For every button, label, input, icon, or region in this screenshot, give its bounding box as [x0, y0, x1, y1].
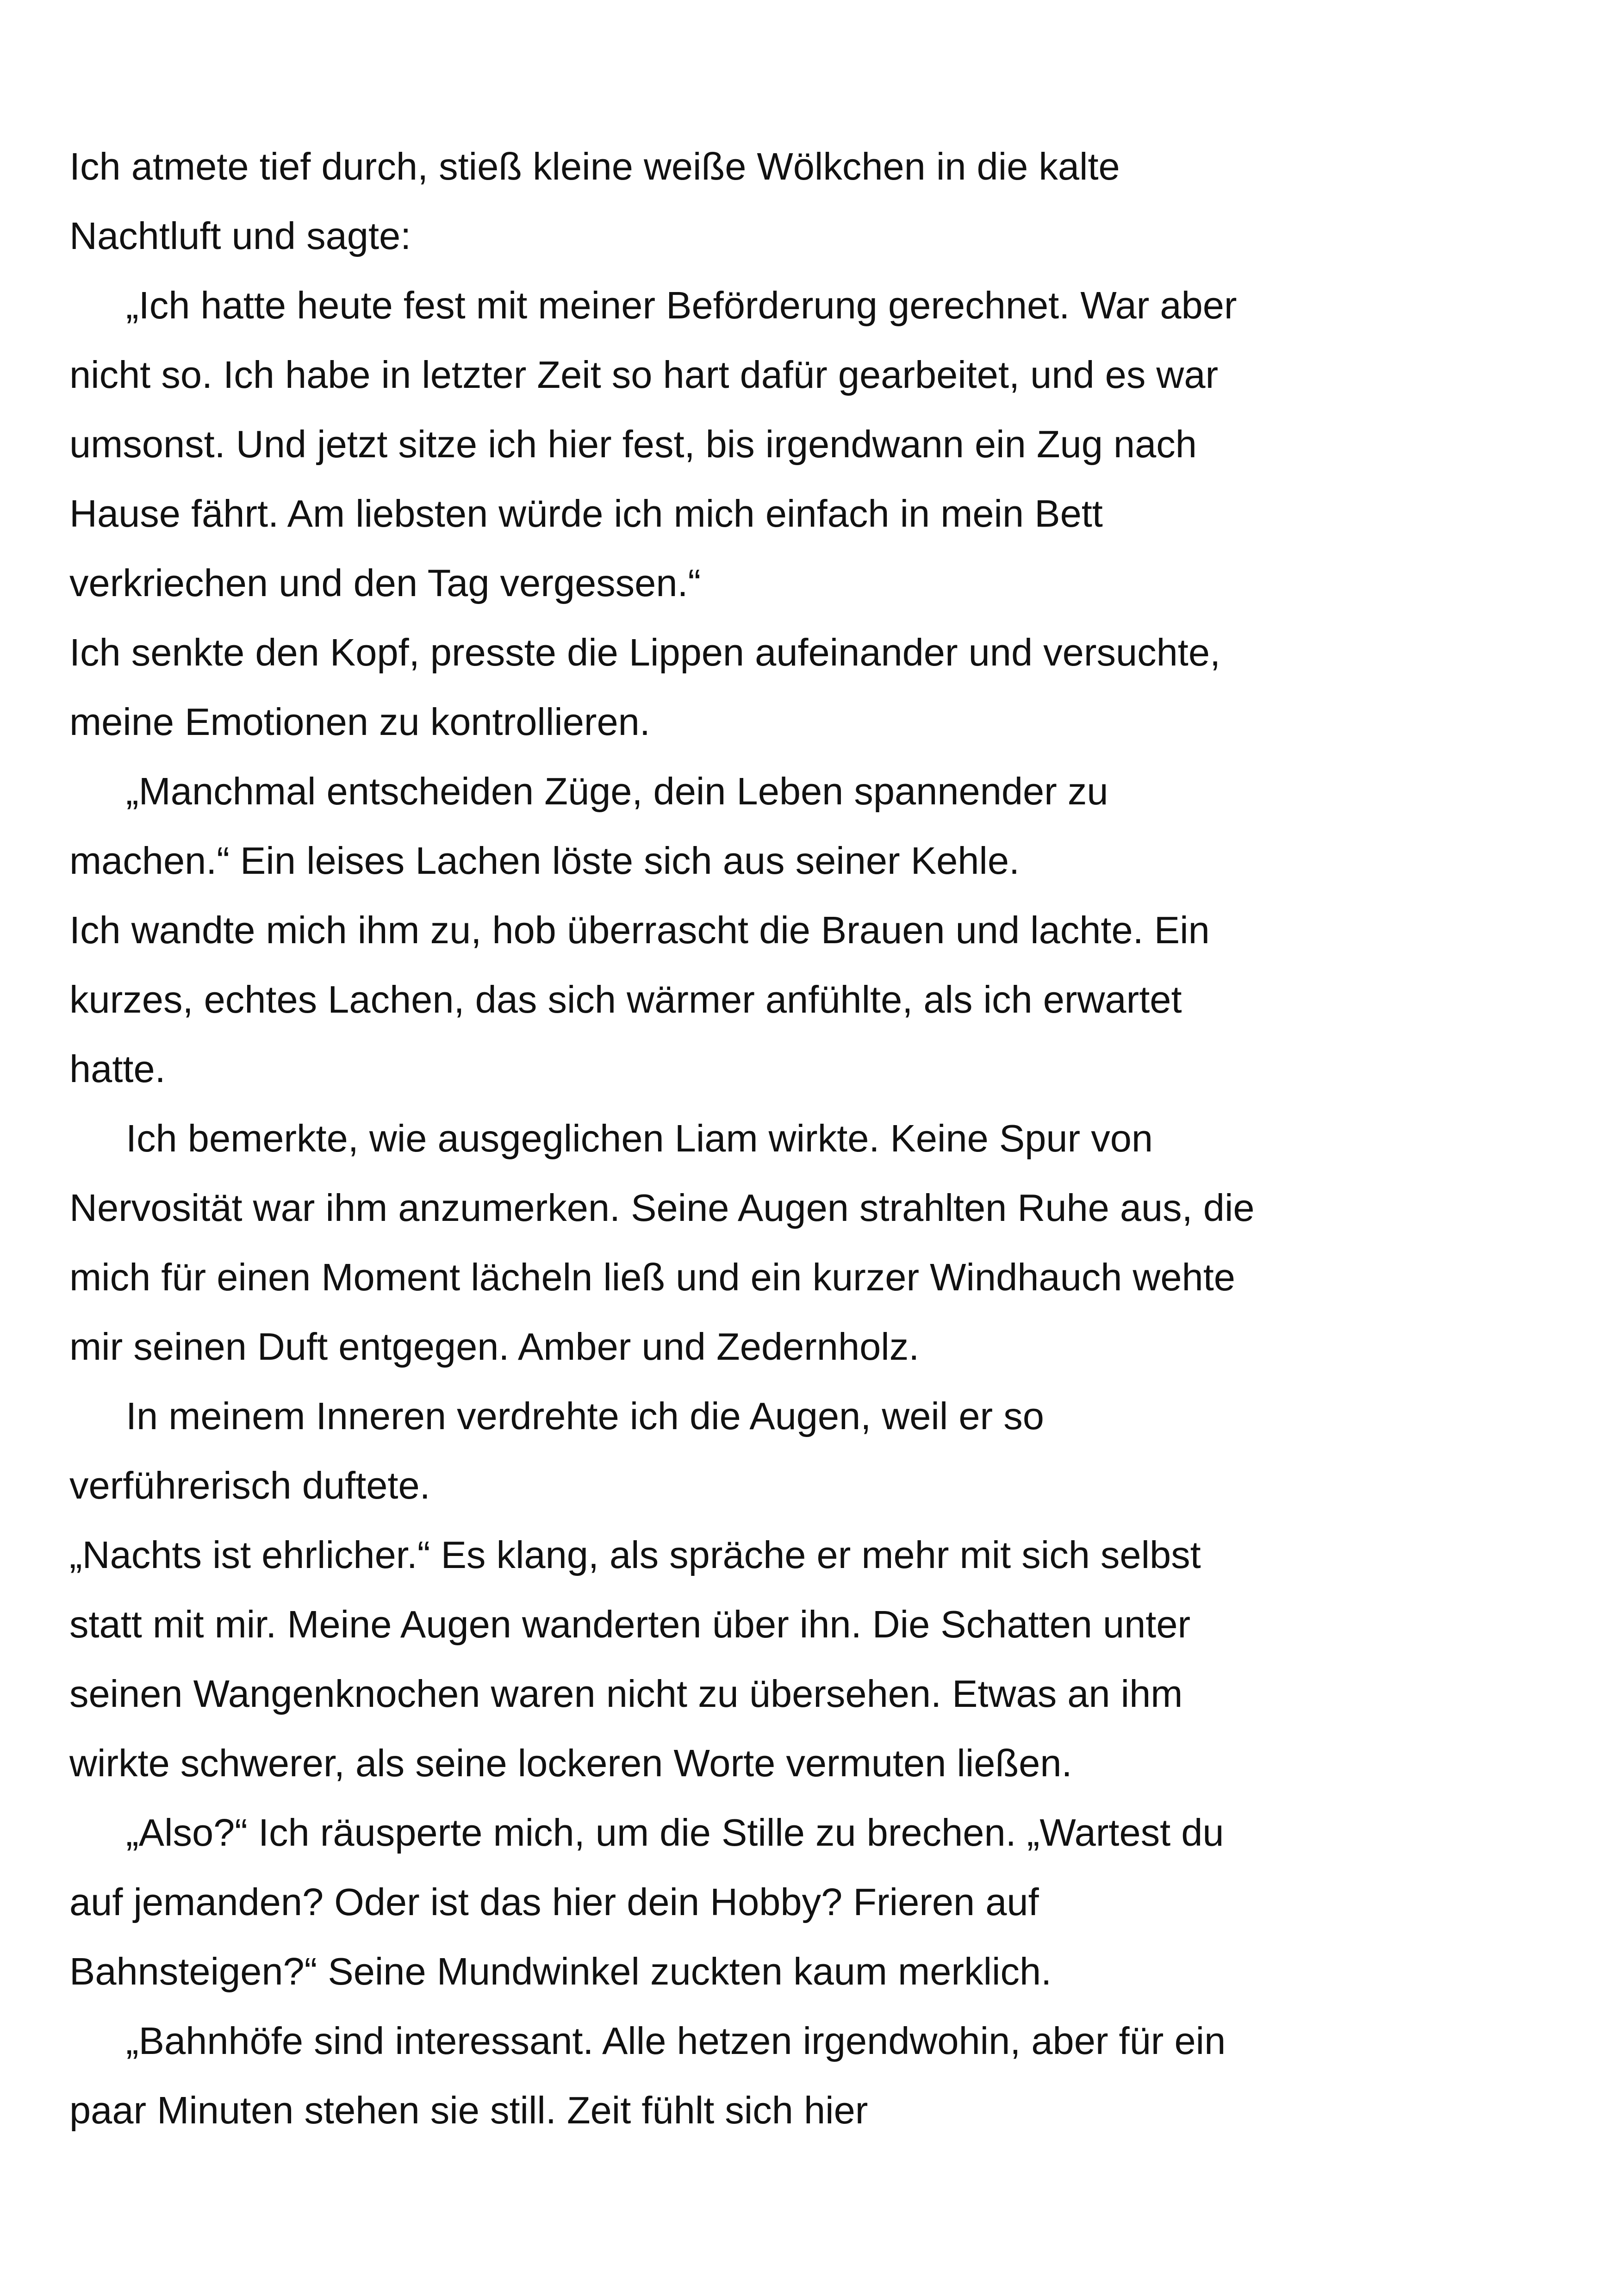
paragraph-4: „Manchmal entscheiden Züge, dein Leben spannender zu machen.“ Ein leises Lachen löste sich aus seiner Kehle. — [69, 770, 1108, 882]
paragraph-2: „Ich hatte heute fest mit meiner Beförderung gerechnet. War aber nicht so. Ich habe in letzter Zeit so hart dafür gearbeitet, und es war umsonst. Und jetzt sitze ich hier fest, bis irgendwann ein Zug nach Hause fährt. Am liebsten würde ich mich einfach in mein Bett verkriechen und den Tag vergessen.“ — [69, 284, 1237, 604]
paragraph-10: „Bahnhöfe sind interessant. Alle hetzen irgendwohin, aber für ein paar Minuten stehen sie still. Zeit fühlt sich hier — [69, 2019, 1226, 2132]
paragraph-8: „Nachts ist ehrlicher.“ Es klang, als spräche er mehr mit sich selbst statt mit mir. Meine Augen wanderten über ihn. Die Schatten unter seinen Wangenknochen waren nicht zu übersehen. Etwas an ihm wirkte schwerer, als seine lockeren Worte vermuten ließen. — [69, 1533, 1201, 1785]
body-text — [69, 132, 1412, 2145]
paragraph-6: Ich bemerkte, wie ausgeglichen Liam wirkte. Keine Spur von Nervosität war ihm anzumerken. Seine Augen strahlten Ruhe aus, die mich für einen Moment lächeln ließ und ein kurzer Windhauch wehte mir seinen Duft entgegen. Amber und Zedernholz. — [69, 1117, 1255, 1368]
paragraph-7: In meinem Inneren verdrehte ich die Augen, weil er so verführerisch duftete. — [69, 1394, 1044, 1507]
paragraph-3: Ich senkte den Kopf, presste die Lippen aufeinander und versuchte, meine Emotionen zu kontrollieren. — [69, 631, 1221, 743]
paragraph-5: Ich wandte mich ihm zu, hob überrascht die Brauen und lachte. Ein kurzes, echtes Lachen, das sich wärmer anfühlte, als ich erwartet hatte. — [69, 908, 1210, 1090]
paragraph-9: „Also?“ Ich räusperte mich, um die Stille zu brechen. „Wartest du auf jemanden? Oder ist das hier dein Hobby? Frieren auf Bahnsteigen?“ Seine Mundwinkel zuckten kaum merklich. — [69, 1811, 1224, 1993]
paragraph-1: Ich atmete tief durch, stieß kleine weiße Wölkchen in die kalte Nachtluft und sagte: — [69, 145, 1120, 257]
